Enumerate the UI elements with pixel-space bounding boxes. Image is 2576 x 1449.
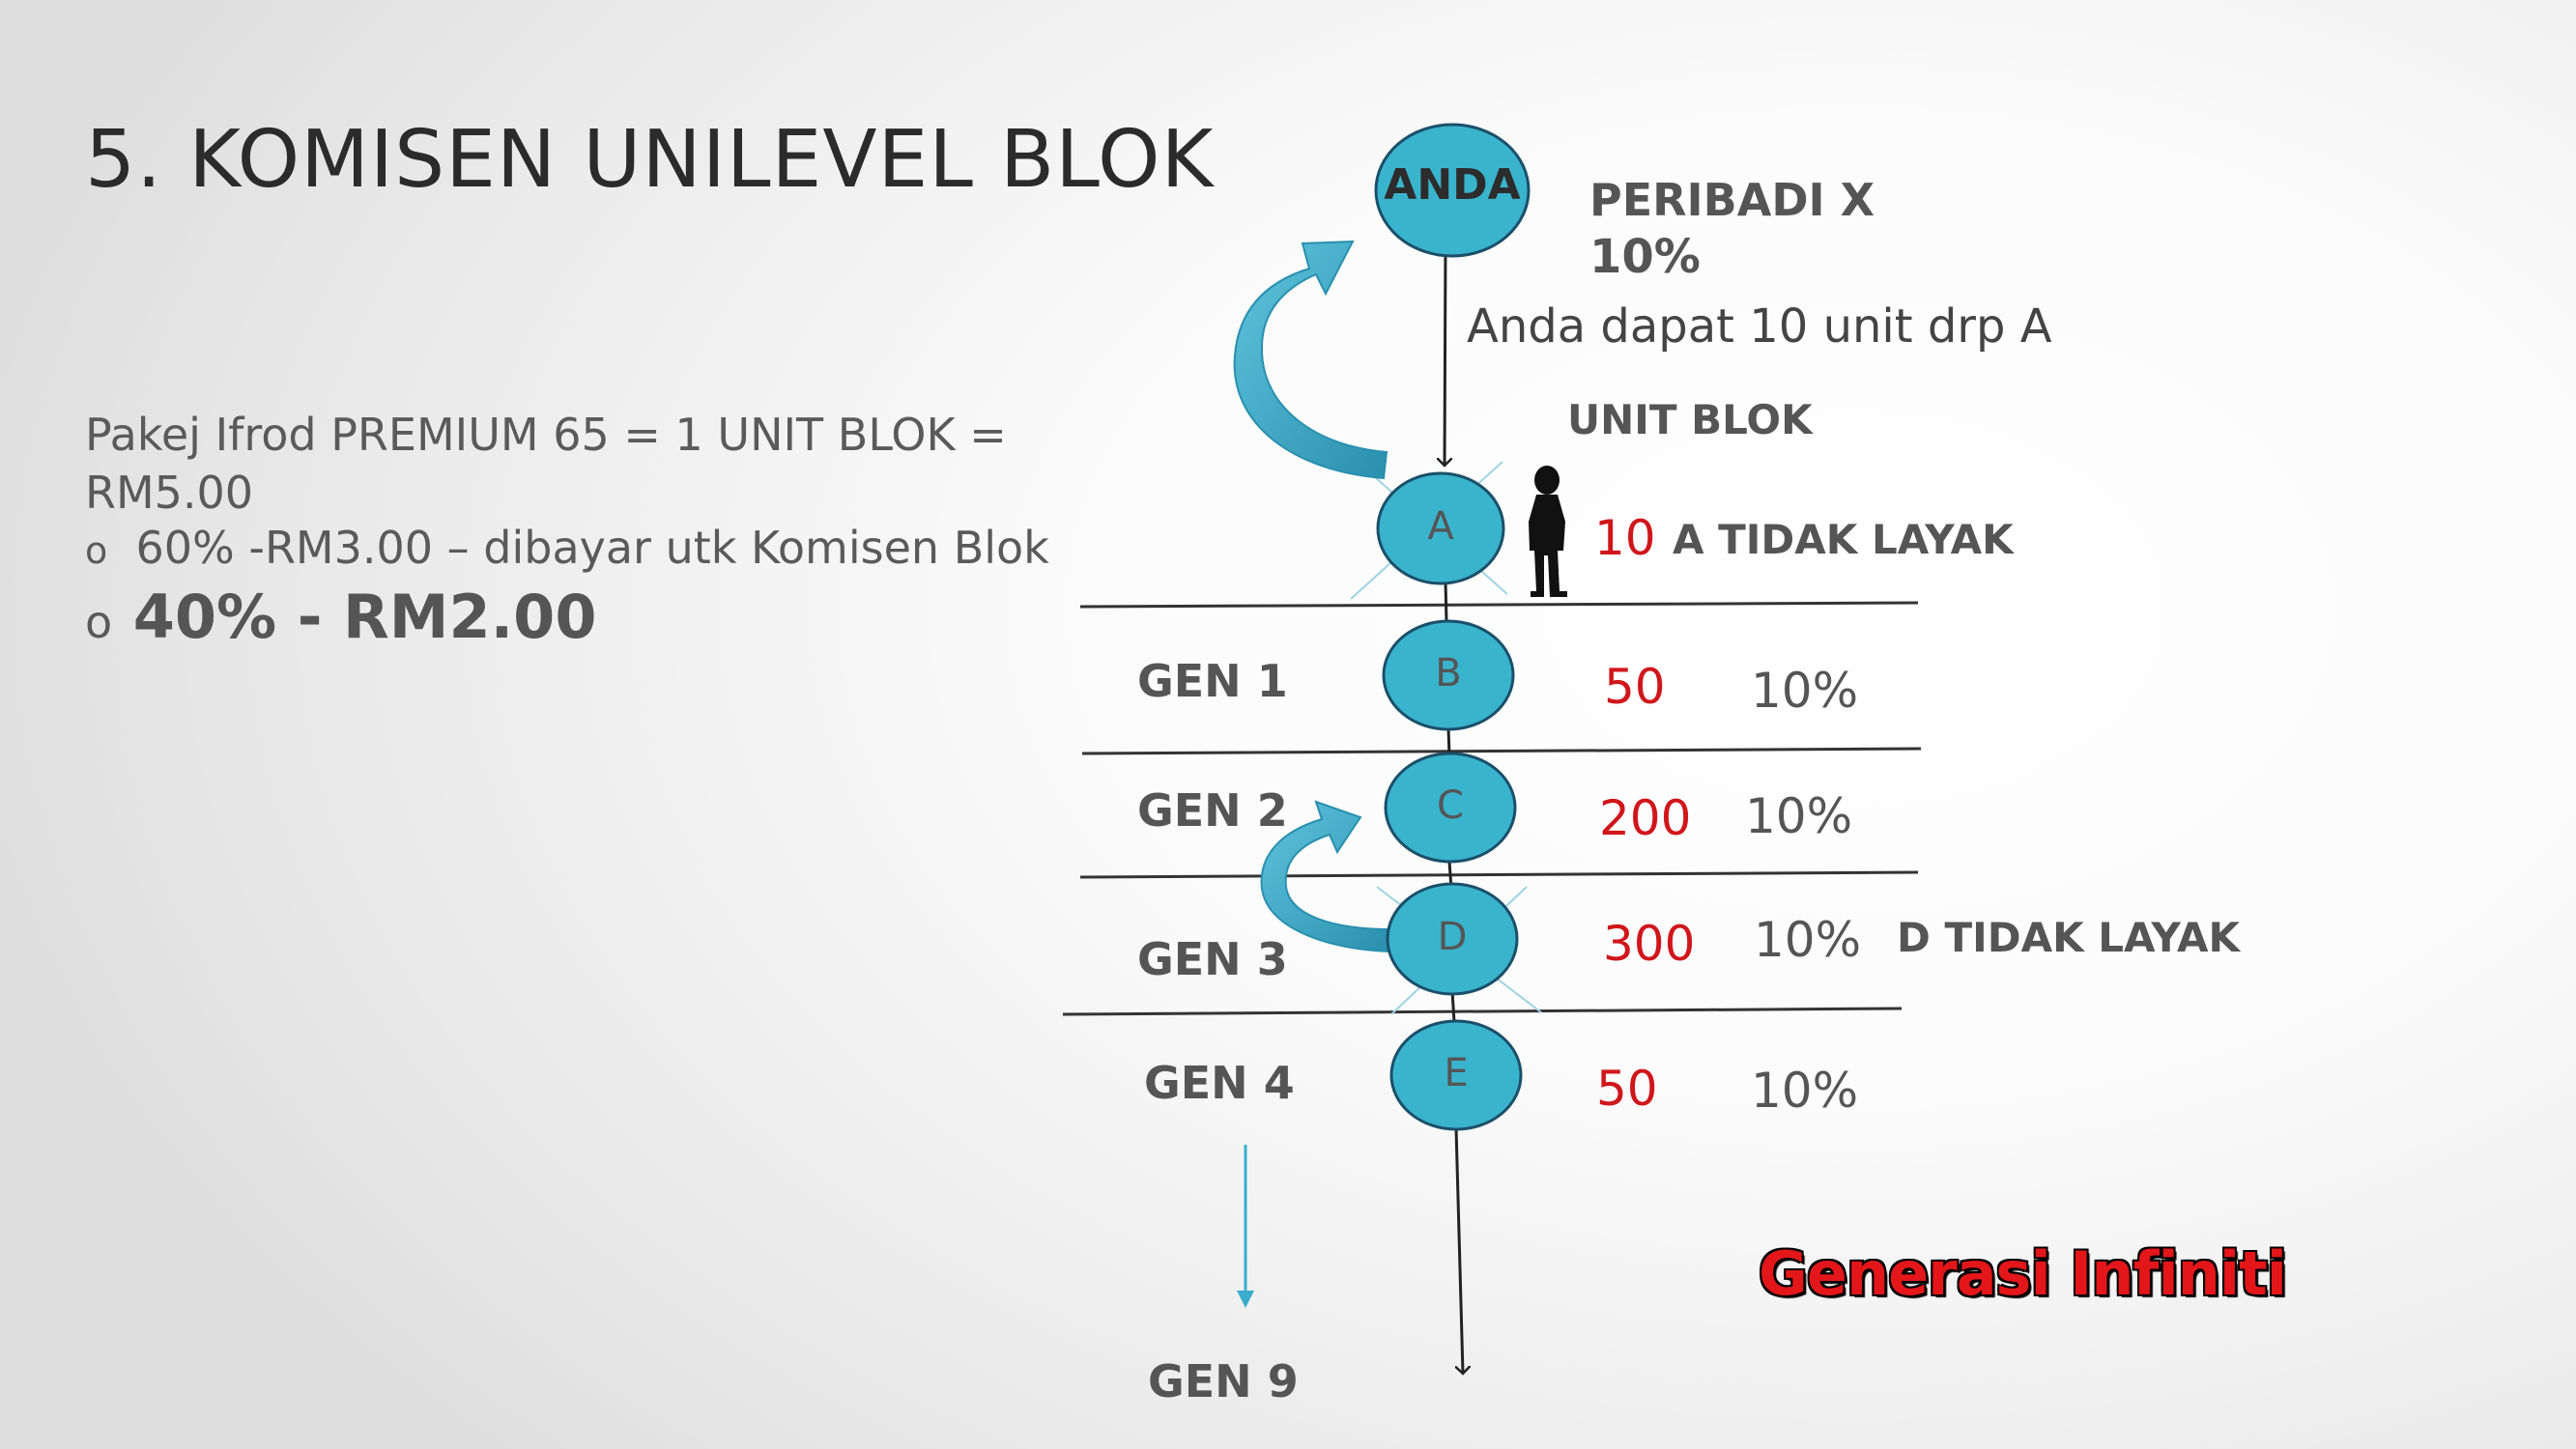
node-b-label: B: [1435, 651, 1462, 696]
note-d: D TIDAK LAYAK: [1897, 914, 2240, 961]
divider-line: [1082, 749, 1921, 753]
units-a: 10: [1594, 510, 1656, 566]
bullet-text-2: 40% - RM2.00: [132, 582, 597, 652]
connector-a-b: [1445, 582, 1446, 622]
gen-2-label: GEN 2: [1137, 784, 1288, 837]
peribadi-pct: 10%: [1589, 230, 1701, 284]
connector-b-c: [1448, 728, 1449, 755]
bullet-marker: o: [85, 596, 113, 648]
note-a: A TIDAK LAYAK: [1673, 516, 2014, 563]
brand-logo-text: Generasi Infiniti: [1759, 1238, 2286, 1309]
anda-dapat-text: Anda dapat 10 unit drp A: [1467, 299, 2052, 354]
pct-gen-2: 10%: [1745, 788, 1853, 844]
node-a-label: A: [1427, 504, 1454, 549]
gen-4-label: GEN 4: [1144, 1057, 1295, 1109]
pct-gen-1: 10%: [1751, 663, 1859, 719]
unit-blok-label: UNIT BLOK: [1567, 396, 1813, 443]
node-c-label: C: [1437, 783, 1464, 828]
pct-gen-4: 10%: [1751, 1063, 1859, 1119]
connector-d-e: [1452, 991, 1454, 1022]
peribadi-label: PERIBADI X: [1589, 174, 1875, 226]
units-gen-2: 200: [1599, 790, 1692, 846]
divider-line: [1080, 872, 1918, 877]
gen-3-label: GEN 3: [1137, 933, 1288, 985]
person-silhouette-icon: [1529, 466, 1567, 597]
bullet-text-1: 60% -RM3.00 – dibayar utk Komisen Blok: [135, 522, 1049, 574]
node-d-label: D: [1437, 915, 1468, 959]
gen-9-label: GEN 9: [1148, 1355, 1299, 1407]
units-gen-4: 50: [1596, 1061, 1658, 1117]
units-gen-3: 300: [1603, 916, 1696, 972]
curved-arrow-up-large: [1235, 242, 1387, 478]
package-description: Pakej Ifrod PREMIUM 65 = 1 UNIT BLOK = RM5.00: [85, 409, 1007, 519]
page-title: 5. KOMISEN UNILEVEL BLOK: [85, 114, 1215, 206]
divider-line: [1080, 603, 1918, 607]
bullet-marker: o: [85, 529, 108, 572]
gen-1-label: GEN 1: [1137, 655, 1288, 707]
divider-line: [1063, 1009, 1902, 1014]
connector-e-down: [1456, 1128, 1463, 1374]
node-e-label: E: [1444, 1051, 1469, 1095]
units-gen-1: 50: [1604, 659, 1666, 715]
pct-gen-3: 10%: [1754, 912, 1862, 968]
node-anda-label: ANDA: [1384, 160, 1521, 210]
